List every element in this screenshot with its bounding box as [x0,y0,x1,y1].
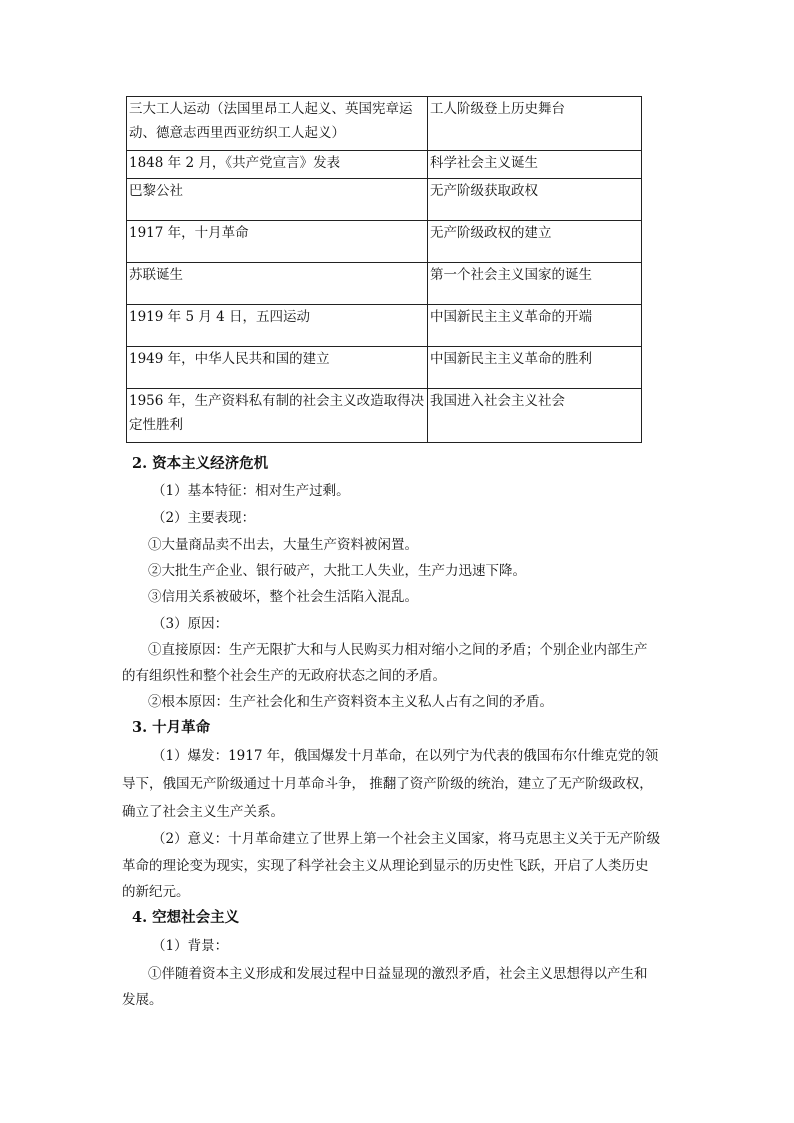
meaning-cell: 科学社会主义诞生 [428,151,642,179]
meaning-cell: 无产阶级政权的建立 [428,221,642,263]
event-cell: 1956 年，生产资料私有制的社会主义改造取得决定性胜利 [127,389,428,443]
list-item: ②根本原因：生产社会化和生产资料资本主义私人占有之间的矛盾。 [148,694,553,710]
list-item: ①伴随着资本主义形成和发展过程中日益显现的激烈矛盾，社会主义思想得以产生和 [148,966,648,982]
table-row [127,97,642,151]
meaning-cell: 中国新民主主义革命的胜利 [428,347,642,389]
meaning-cell: 我国进入社会主义社会 [428,389,642,443]
paragraph: （1）基本特征：相对生产过剩。 [152,483,350,499]
events-table-body [127,97,642,443]
paragraph-line: 革命的理论变为现实，实现了科学社会主义从理论到显示的历史性飞跃，开启了人类历史 [122,858,649,874]
list-item-continued: 发展。 [122,992,163,1008]
list-item-continued: 的有组织性和整个社会生产的无政府状态之间的矛盾。 [122,668,446,684]
list-item: ③信用关系被破坏，整个社会生活陷入混乱。 [148,589,418,605]
table-row [127,151,642,179]
paragraph-line: 的新纪元。 [122,884,190,900]
table-row [127,347,642,389]
meaning-cell: 无产阶级获取政权 [428,179,642,221]
table-row [127,221,642,263]
paragraph: （3）原因： [152,616,229,632]
list-item: ①直接原因：生产无限扩大和与人民购买力相对缩小之间的矛盾；个别企业内部生产 [148,642,648,658]
section-4-title: 4. 空想社会主义 [132,909,240,926]
paragraph: （2）意义：十月革命建立了世界上第一个社会主义国家，将马克思主义关于无产阶级 [152,831,661,847]
table-row [127,263,642,305]
paragraph: （2）主要表现： [152,510,256,526]
event-cell: 苏联诞生 [127,263,428,305]
paragraph: （1）爆发：1917 年，俄国爆发十月革命，在以列宁为代表的俄国布尔什维克党的领 [152,748,659,764]
event-cell: 1848 年 2 月，《共产党宣言》发表 [127,151,428,179]
event-cell: 三大工人运动（法国里昂工人起义、英国宪章运动、德意志西里西亚纺织工人起义） [127,97,428,151]
section-3-title: 3. 十月革命 [132,719,211,736]
table-row [127,389,642,443]
table-row [127,305,642,347]
paragraph-line: 导下，俄国无产阶级通过十月革命斗争， 推翻了资产阶级的统治，建立了无产阶级政权， [122,776,653,792]
table-row [127,179,642,221]
list-item: ②大批生产企业、银行破产，大批工人失业，生产力迅速下降。 [148,563,526,579]
event-cell: 1917 年，十月革命 [127,221,428,263]
meaning-cell: 工人阶级登上历史舞台 [428,97,642,151]
paragraph: （1）背景： [152,938,229,954]
paragraph-line: 确立了社会主义生产关系。 [122,804,284,820]
event-cell: 1919 年 5 月 4 日，五四运动 [127,305,428,347]
meaning-cell: 第一个社会主义国家的诞生 [428,263,642,305]
events-table [126,96,642,443]
event-cell: 1949 年，中华人民共和国的建立 [127,347,428,389]
section-2-title: 2. 资本主义经济危机 [132,455,269,472]
event-cell: 巴黎公社 [127,179,428,221]
list-item: ①大量商品卖不出去，大量生产资料被闲置。 [148,537,418,553]
meaning-cell: 中国新民主主义革命的开端 [428,305,642,347]
